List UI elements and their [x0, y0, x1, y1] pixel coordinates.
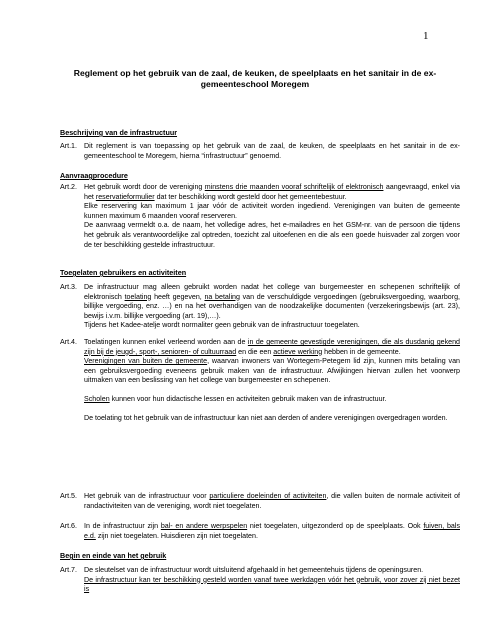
section-heading-infrastructure: Beschrijving van de infrastructuur: [60, 128, 178, 137]
document-title: Reglement op het gebruik van de zaal, de keuken, de speelplaats en het sanitair in de ex-gemeenteschool Moregem: [73, 68, 437, 89]
article-text: De toelating tot het gebruik van de infrastructuur kan niet aan derden of andere verenigingen overgedragen worden.: [84, 413, 448, 422]
article-text: Dit reglement is van toepassing op het gebruik van de zaal, de keuken, de speelplaats en het sanitair in de ex-gemeenteschool te Moregem, hierna “infrastructuur” genoemd.: [84, 142, 460, 160]
article-text: Verenigingen van buiten de gemeente, waarvan inwoners van Wortegem-Petegem lid zijn, kunnen mits betaling van een gebruiksvergoeding eveneens gebruik maken van de infrastructuur. Afwijkingen hiervan zullen het voorwerp uitmaken van een beslissing van het college van burgemeester en schepenen.: [84, 357, 460, 385]
article-text: Tijdens het Kadee-atelje wordt normaliter geen gebruik van de infrastructuur toegelaten.: [84, 321, 360, 330]
article-text: Het gebruik wordt door de vereniging minstens drie maanden vooraf schriftelijk of elektronisch aangevraagd, enkel via het reservatieformulier dat ter beschikking wordt gesteld door het gemeentebestuur.: [84, 183, 460, 201]
article-4: [60, 338, 460, 423]
article-text: Elke reservering kan maximum 1 jaar vóór de activiteit worden ingediend. Verenigingen van buiten de gemeente kunnen maximum 6 maanden vooraf reserveren.: [84, 202, 460, 220]
article-number: Art.3.: [60, 283, 77, 291]
article-number: Art.1.: [60, 142, 77, 150]
article-text: In de infrastructuur zijn bal- en andere werpspelen niet toegelaten, uitgezonderd op de speelplaats. Ook fuiven, bals e.d. zijn niet toegelaten. Huisdieren zijn niet toegelaten.: [84, 522, 460, 540]
article-text: Toelatingen kunnen enkel verleend worden aan de in de gemeente gevestigde verenigingen, die als dusdanig gekend zijn bij de jeugd-, sport-, senioren- of cultuurraad en die een actieve werking hebben in de gemeente.: [84, 338, 460, 356]
article-number: Art.4.: [60, 338, 77, 346]
section-heading-users: Toegelaten gebruikers en activiteiten: [60, 268, 187, 277]
article-text: De infrastructuur kan ter beschikking gesteld worden vanaf twee werkdagen vóór het gebruik, voor zover zij niet bezet is: [84, 575, 460, 594]
article-6: [60, 522, 460, 541]
article-text: De infrastructuur mag alleen gebruikt worden nadat het college van burgemeester en schepenen schriftelijk of elektronisch toelating heeft gegeven, na betaling van de verschuldigde vergoedingen (gebruiksvergoeding, waarborg, billijke vergoeding, enz. …) en na het overhandigen van de noodzakelijke documenten (verzekeringsbewijs (art. 23), bewijs i.v.m. billijke vergoeding (art. 19),…).: [84, 283, 461, 320]
article-5: [60, 492, 460, 511]
article-text: De aanvraag vermeldt o.a. de naam, het volledige adres, het e-mailadres en het GSM-nr. van de persoon die tijdens het gebruik als verantwoordelijke zal optreden, toezicht zal uitoefenen en die als een goede huisvader zal zorgen voor de ter beschikking gestelde infrastructuur.: [84, 221, 460, 249]
article-number: Art.7.: [60, 566, 77, 574]
article-1: [60, 142, 460, 161]
article-number: Art.2.: [60, 183, 77, 191]
article-number: Art.5.: [60, 492, 77, 500]
article-2: [60, 183, 460, 250]
article-number: Art.6.: [60, 522, 77, 530]
article-text: Het gebruik van de infrastructuur voor particuliere doeleinden of activiteiten, die vallen buiten de normale activiteit of randactiviteiten van de vereniging, wordt niet toegelaten.: [84, 492, 460, 510]
article-text: De sleutelset van de infrastructuur wordt uitsluitend afgehaald in het gemeentehuis tijdens de openingsuren.: [84, 566, 424, 574]
article-3: [60, 283, 460, 331]
article-7: [60, 566, 460, 595]
article-text: Scholen kunnen voor hun didactische lessen en activiteiten gebruik maken van de infrastructuur.: [84, 394, 387, 403]
section-heading-procedure: Aanvraagprocedure: [60, 171, 128, 180]
page-number: 1: [423, 30, 429, 42]
section-heading-begin-end: Begin en einde van het gebruik: [60, 551, 167, 560]
